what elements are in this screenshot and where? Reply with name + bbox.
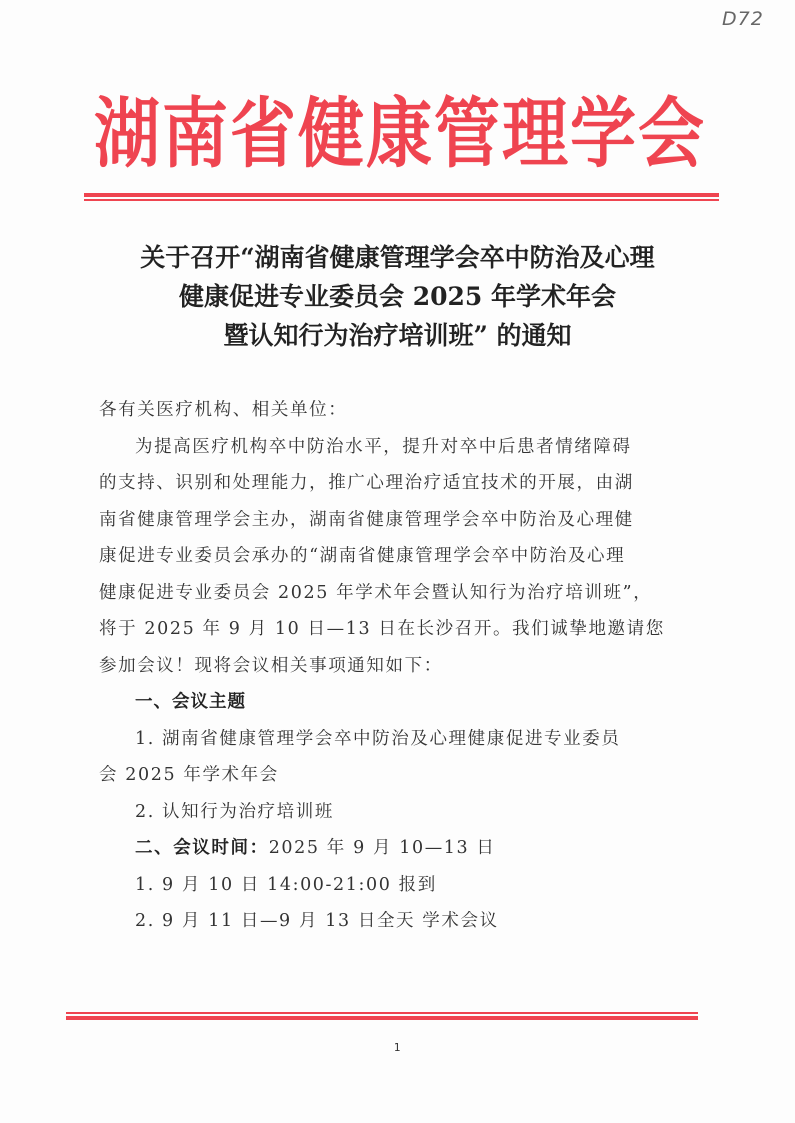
schedule-item: 2. 9 月 11 日—9 月 13 日全天 学术会议 bbox=[135, 911, 499, 931]
intro-paragraph-line: 为提高医疗机构卒中防治水平，提升对卒中后患者情绪障碍 bbox=[135, 436, 632, 457]
section-heading-time bbox=[99, 830, 705, 867]
footer-divider bbox=[66, 1012, 698, 1020]
theme-item: 1. 湖南省健康管理学会卒中防治及心理健康促进专业委员 bbox=[135, 728, 621, 749]
salutation: 各有关医疗机构、相关单位： bbox=[99, 400, 348, 420]
notice-title-line: 关于召开“湖南省健康管理学会卒中防治及心理 bbox=[140, 243, 655, 272]
intro-paragraph-line: 健康促进专业委员会 2025 年学术年会暨认知行为治疗培训班”， bbox=[99, 582, 653, 603]
section-heading-time-label: 二、会议时间： bbox=[135, 838, 269, 858]
organization-letterhead: 湖南省健康管理学会 bbox=[94, 88, 706, 179]
theme-item: 2. 认知行为治疗培训班 bbox=[135, 801, 334, 822]
notice-title bbox=[60, 238, 735, 355]
intro-paragraph-line: 康促进专业委员会承办的“湖南省健康管理学会卒中防治及心理 bbox=[99, 546, 626, 566]
notice-title-line: 暨认知行为治疗培训班” 的通知 bbox=[223, 321, 572, 350]
section-heading-time-value: 2025 年 9 月 10—13 日 bbox=[268, 838, 496, 858]
intro-paragraph-line: 的支持、识别和处理能力，推广心理治疗适宜技术的开展，由湖 bbox=[99, 473, 634, 493]
section-heading-theme: 一、会议主题 bbox=[135, 692, 246, 712]
letterhead-divider bbox=[84, 193, 719, 201]
page-number: 1 bbox=[393, 1041, 401, 1054]
divider-thick-line bbox=[66, 1016, 698, 1020]
schedule-item: 1. 9 月 10 日 14:00-21:00 报到 bbox=[135, 874, 437, 895]
theme-item-continuation: 会 2025 年学术年会 bbox=[99, 765, 279, 785]
handwritten-document-code: D72 bbox=[722, 8, 764, 30]
notice-body bbox=[99, 392, 705, 940]
intro-paragraph-line: 参加会议！现将会议相关事项通知如下： bbox=[99, 655, 443, 676]
divider-thin-line bbox=[84, 199, 719, 201]
intro-paragraph-line: 将于 2025 年 9 月 10 日—13 日在长沙召开。我们诚挚地邀请您 bbox=[99, 619, 665, 639]
notice-title-line: 健康促进专业委员会 2025 年学术年会 bbox=[179, 282, 616, 311]
intro-paragraph-line: 南省健康管理学会主办，湖南省健康管理学会卒中防治及心理健 bbox=[99, 509, 634, 530]
